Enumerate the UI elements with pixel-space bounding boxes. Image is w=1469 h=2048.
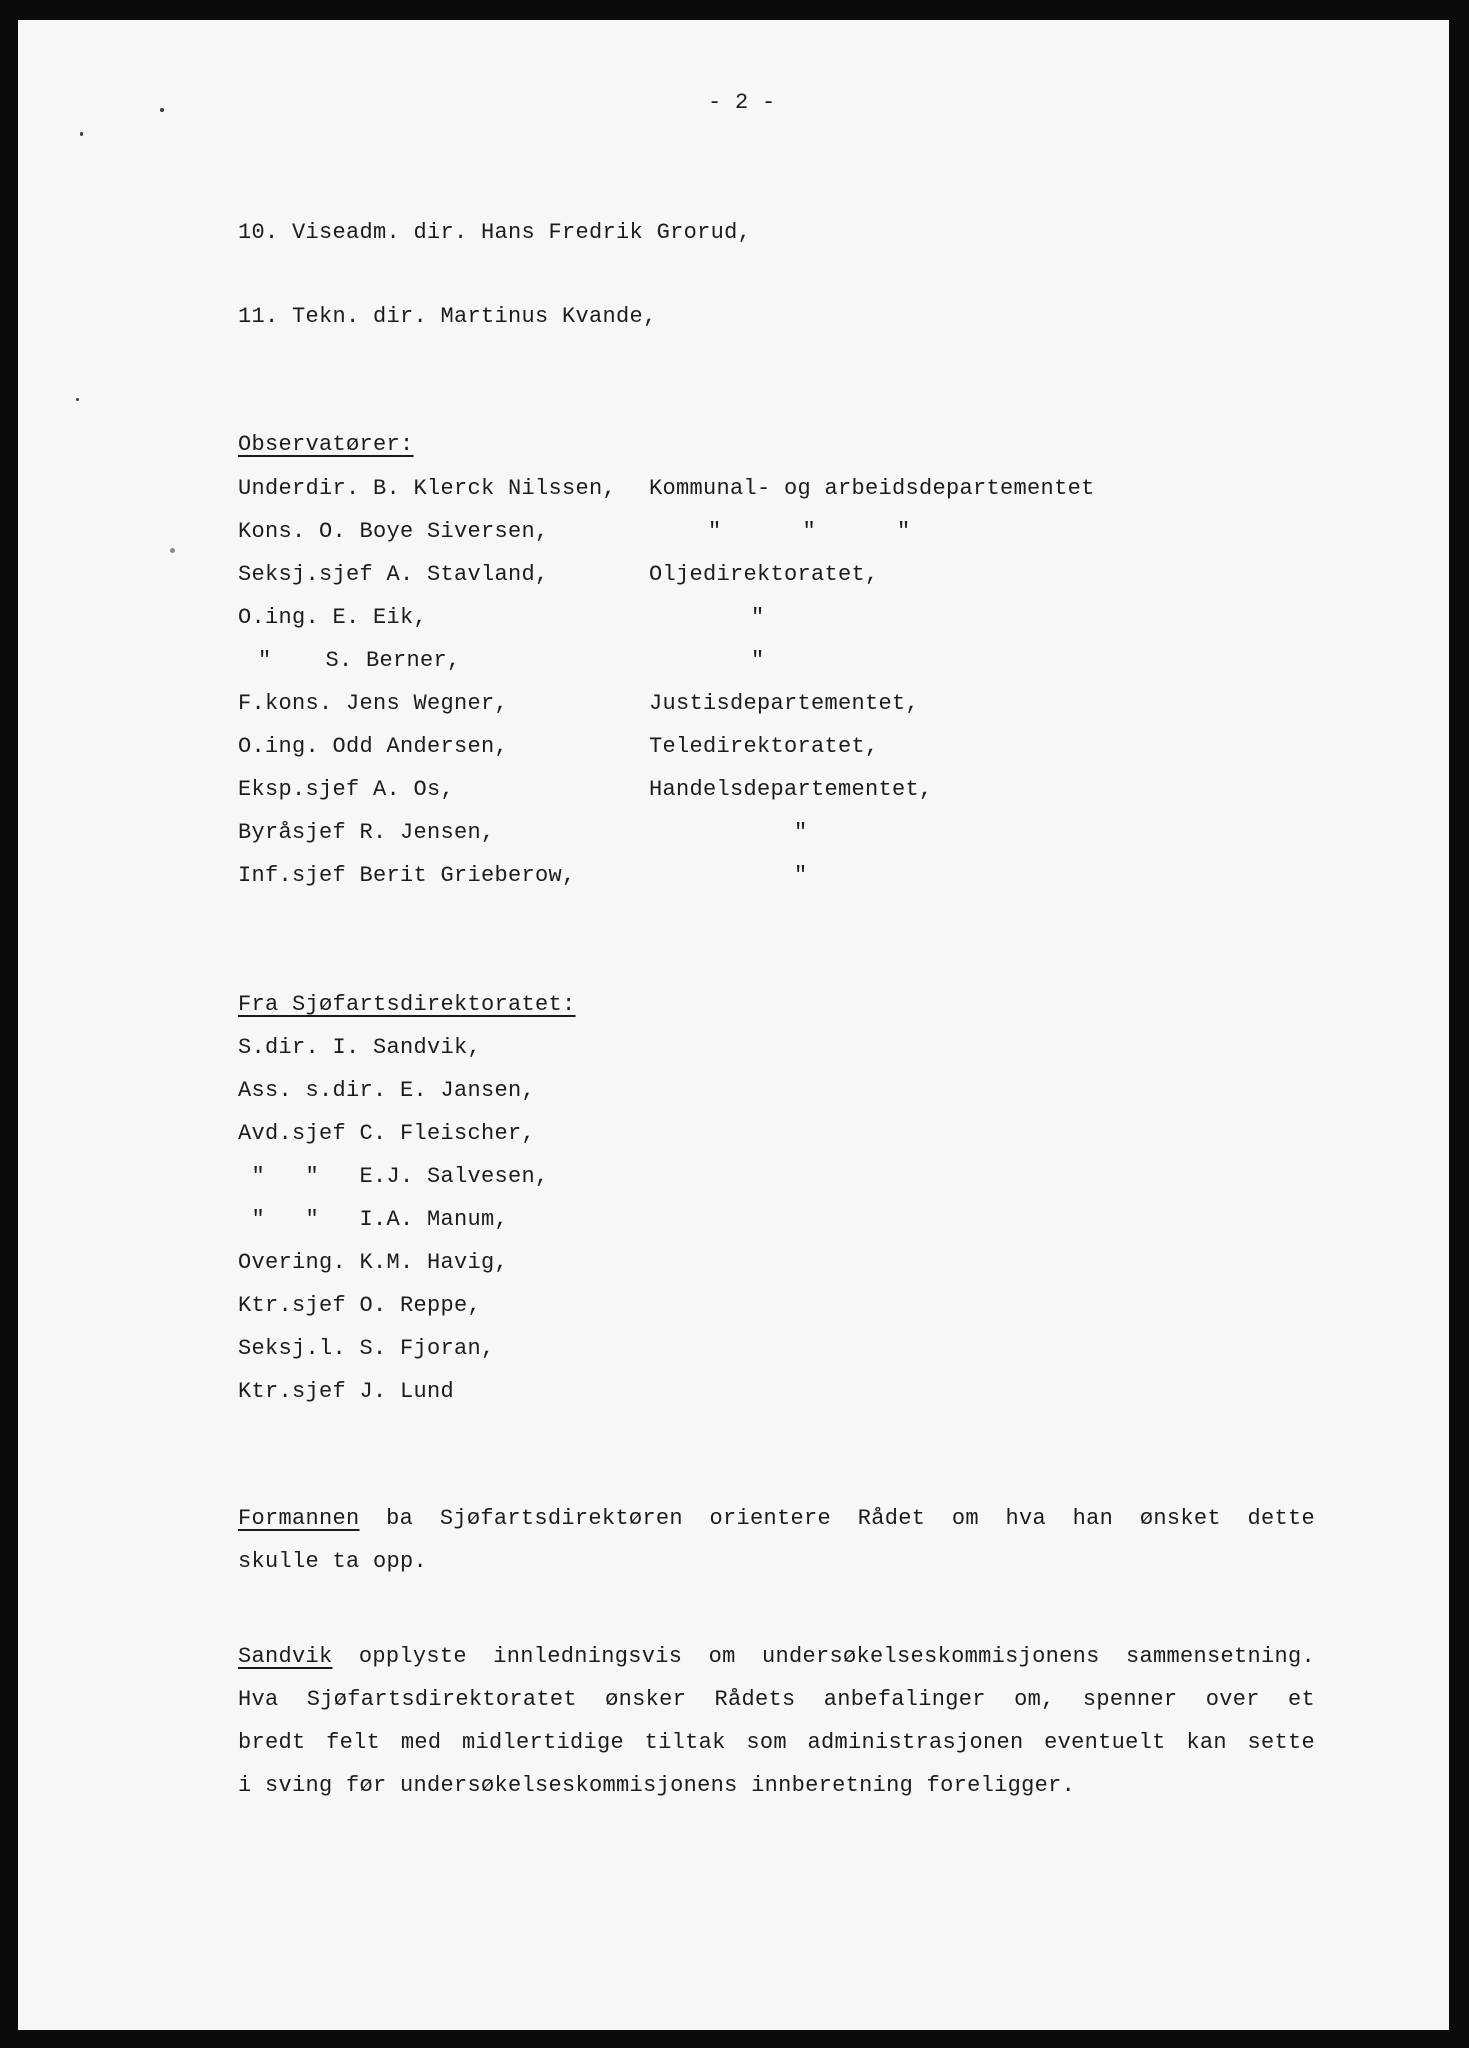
directorate-member: " " E.J. Salvesen,: [238, 1164, 549, 1189]
paragraph-text: opplyste innledningsvis om undersøkelseskommisjonens sammensetning.: [332, 1644, 1315, 1669]
observer-org: ": [794, 863, 808, 888]
directorate-member: Overing. K.M. Havig,: [238, 1250, 509, 1275]
speck-mark: [160, 108, 164, 112]
directorate-member: Avd.sjef C. Fleischer,: [238, 1121, 536, 1146]
observer-org: ": [751, 605, 765, 630]
document-page: [18, 20, 1449, 2030]
speaker-name: Formannen: [238, 1506, 360, 1531]
directorate-member: S.dir. I. Sandvik,: [238, 1035, 482, 1060]
observer-name: Inf.sjef Berit Grieberow,: [238, 863, 576, 888]
observer-org: ": [794, 820, 808, 845]
observer-org: Handelsdepartementet,: [649, 777, 933, 802]
paragraph-line: [238, 1506, 1315, 1532]
speck-mark: [76, 398, 79, 401]
observer-name: F.kons. Jens Wegner,: [238, 691, 509, 716]
observers-heading: Observatører:: [238, 432, 414, 457]
observer-name: Kons. O. Boye Siversen,: [238, 519, 549, 544]
directorate-member: Ktr.sjef O. Reppe,: [238, 1293, 482, 1318]
observer-org: ": [751, 648, 765, 673]
observer-name: Underdir. B. Klerck Nilssen,: [238, 476, 617, 501]
speck-mark: [80, 132, 83, 136]
paragraph-line: [238, 1644, 1315, 1670]
paragraph-line: Hva Sjøfartsdirektoratet ønsker Rådets anbefalinger om, spenner over et: [238, 1687, 1315, 1712]
paragraph-line: skulle ta opp.: [238, 1549, 428, 1574]
observer-org: Teledirektoratet,: [649, 734, 879, 759]
observer-name: Eksp.sjef A. Os,: [238, 777, 455, 802]
observer-org: " " ": [708, 519, 911, 544]
directorate-member: Ass. s.dir. E. Jansen,: [238, 1078, 536, 1103]
observer-name: O.ing. Odd Andersen,: [238, 734, 509, 759]
directorate-member: Seksj.l. S. Fjoran,: [238, 1336, 495, 1361]
directorate-member: Ktr.sjef J. Lund: [238, 1379, 455, 1404]
directorate-member: " " I.A. Manum,: [238, 1207, 509, 1232]
page-number: - 2 -: [708, 90, 776, 115]
paragraph-line: i sving før undersøkelseskommisjonens innberetning foreligger.: [238, 1773, 1076, 1798]
member-line: 10. Viseadm. dir. Hans Fredrik Grorud,: [238, 220, 752, 245]
speaker-name: Sandvik: [238, 1644, 333, 1669]
observer-name: " S. Berner,: [258, 648, 461, 673]
observer-name: Byråsjef R. Jensen,: [238, 820, 495, 845]
observer-name: O.ing. E. Eik,: [238, 605, 428, 630]
paragraph-line: bredt felt med midlertidige tiltak som administrasjonen eventuelt kan sette: [238, 1730, 1315, 1755]
directorate-heading: Fra Sjøfartsdirektoratet:: [238, 992, 576, 1017]
paragraph-text: ba Sjøfartsdirektøren orientere Rådet om hva han ønsket dette: [359, 1506, 1315, 1531]
observer-org: Kommunal- og arbeidsdepartementet: [649, 476, 1095, 501]
observer-org: Justisdepartementet,: [649, 691, 920, 716]
observer-name: Seksj.sjef A. Stavland,: [238, 562, 549, 587]
member-line: 11. Tekn. dir. Martinus Kvande,: [238, 304, 657, 329]
speck-mark: [170, 548, 175, 553]
observer-org: Oljedirektoratet,: [649, 562, 879, 587]
